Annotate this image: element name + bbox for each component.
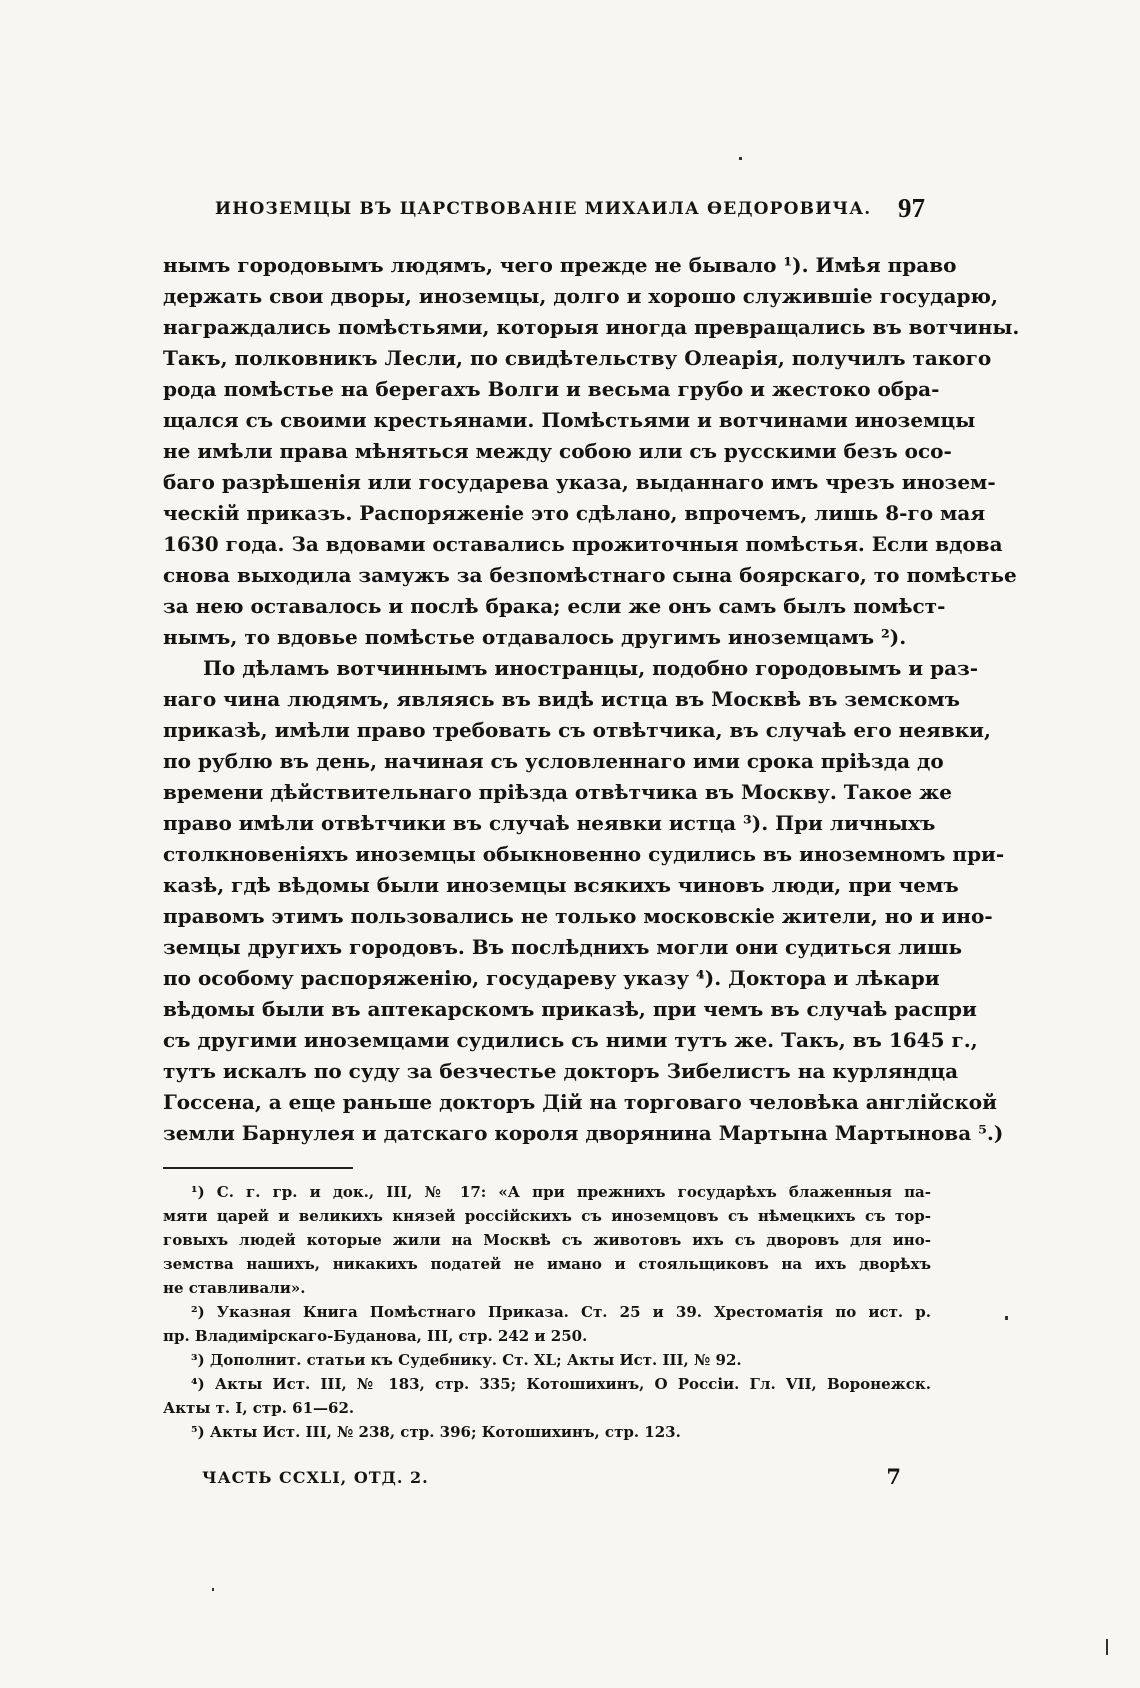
running-header xyxy=(215,193,925,227)
footnote-line: ⁵) Акты Ист. III, № 238, стр. 396; Котошихинъ, стр. 123. xyxy=(191,1423,681,1441)
text-line: ческій приказъ. Распоряженіе это сдѣлано, впрочемъ, лишь 8-го мая xyxy=(163,501,986,525)
text-line: баго разрѣшенія или государева указа, выданнаго имъ чрезъ инозем- xyxy=(163,470,996,494)
footnote-line: пр. Владимірскаго-Буданова, III, стр. 242 и 250. xyxy=(163,1327,588,1345)
text-line: Госсена, а еще раньше докторъ Дій на торговаго человѣка англійской xyxy=(163,1090,997,1114)
text-line: тутъ искалъ по суду за безчестье докторъ Зибелистъ на курляндца xyxy=(163,1059,959,1083)
text-line: времени дѣйствительнаго пріѣзда отвѣтчика въ Москву. Такое же xyxy=(163,780,952,804)
footnote-line: ³) Дополнит. статьи къ Судебнику. Ст. XL; Акты Ист. III, № 92. xyxy=(191,1351,742,1369)
text-line: держать свои дворы, иноземцы, долго и хорошо служившіе государю, xyxy=(163,284,998,308)
scan-speck xyxy=(1005,1316,1008,1320)
text-line: щался съ своими крестьянами. Помѣстьями и вотчинами иноземцы xyxy=(163,408,976,432)
footnote-line: мяти царей и великихъ князей россійскихъ съ иноземцовъ съ нѣмецкихъ съ тор- xyxy=(163,1207,931,1225)
footnote-line: говыхъ людей которые жили на Москвѣ съ животовъ ихъ съ дворовъ для ино- xyxy=(163,1231,931,1249)
text-line: казѣ, гдѣ вѣдомы были иноземцы всякихъ чиновъ люди, при чемъ xyxy=(163,873,959,897)
text-line: земли Барнулея и датскаго короля дворянина Мартына Мартынова ⁵.) xyxy=(163,1121,1004,1145)
footnote-line: ¹) С. г. гр. и док., III, № 17: «А при прежнихъ государѣхъ блаженныя па- xyxy=(191,1183,931,1201)
text-line: не имѣли права мѣняться между собою или съ русскими безъ осо- xyxy=(163,439,952,463)
running-title: ИНОЗЕМЦЫ ВЪ ЦАРСТВОВАНІЕ МИХАИЛА ѲЕДОРОВИЧА. xyxy=(215,199,872,219)
text-line: вѣдомы были въ аптекарскомъ приказѣ, при чемъ въ случаѣ распри xyxy=(163,997,977,1021)
footnote-line: ⁴) Акты Ист. III, № 183, стр. 335; Котошихинъ, О Россіи. Гл. VII, Воронежск. xyxy=(191,1375,931,1393)
scan-speck xyxy=(739,157,742,160)
footnotes xyxy=(163,1180,931,1444)
signature-part: ЧАСТЬ CCXLI, ОТД. 2. xyxy=(202,1468,429,1487)
sheet-number: 7 xyxy=(886,1464,902,1489)
scan-speck xyxy=(212,1588,214,1591)
text-line: нымъ, то вдовье помѣстье отдавалось другимъ иноземцамъ ²). xyxy=(163,625,907,649)
text-line: Такъ, полковникъ Лесли, по свидѣтельству Олеарія, получилъ такого xyxy=(163,346,992,370)
footnote-separator xyxy=(163,1167,353,1169)
text-line: земцы другихъ городовъ. Въ послѣднихъ могли они судиться лишь xyxy=(163,935,963,959)
text-line: По дѣламъ вотчиннымъ иностранцы, подобно городовымъ и раз- xyxy=(203,656,979,680)
text-line: нымъ городовымъ людямъ, чего прежде не бывало ¹). Имѣя право xyxy=(163,253,957,277)
text-line: 1630 года. За вдовами оставались прожиточныя помѣстья. Если вдова xyxy=(163,532,1003,556)
text-line: наго чина людямъ, являясь въ видѣ истца въ Москвѣ въ земскомъ xyxy=(163,687,960,711)
footnote-line: ²) Указная Книга Помѣстнаго Приказа. Ст. 25 и 39. Хрестоматія по ист. р. xyxy=(191,1303,931,1321)
text-line: за нею оставалось и послѣ брака; если же онъ самъ былъ помѣст- xyxy=(163,594,946,618)
text-line: награждались помѣстьями, которыя иногда превращались въ вотчины. xyxy=(163,315,1020,339)
footnote-line: земства нашихъ, никакихъ податей не имано и стояльщиковъ на ихъ дворѣхъ xyxy=(163,1255,931,1273)
page-number: 97 xyxy=(898,193,925,223)
text-line: по рублю въ день, начиная съ условленнаго ими срока пріѣзда до xyxy=(163,749,944,773)
text-line: рода помѣстье на берегахъ Волги и весьма грубо и жестоко обра- xyxy=(163,377,940,401)
footnote-line: не ставливали». xyxy=(163,1279,306,1297)
text-line: правомъ этимъ пользовались не только московскіе жители, но и ино- xyxy=(163,904,993,928)
scan-speck xyxy=(1106,1639,1108,1655)
footnote-line: Акты т. I, стр. 61—62. xyxy=(163,1399,355,1417)
printer-signature xyxy=(202,1464,902,1498)
main-text xyxy=(163,250,1020,1149)
text-line: съ другими иноземцами судились съ ними тутъ же. Такъ, въ 1645 г., xyxy=(163,1028,978,1052)
text-line: право имѣли отвѣтчики въ случаѣ неявки истца ³). При личныхъ xyxy=(163,811,936,835)
text-line: приказѣ, имѣли право требовать съ отвѣтчика, въ случаѣ его неявки, xyxy=(163,718,991,742)
text-line: столкновеніяхъ иноземцы обыкновенно судились въ иноземномъ при- xyxy=(163,842,1005,866)
text-line: по особому распоряженію, государеву указу ⁴). Доктора и лѣкари xyxy=(163,966,940,990)
text-line: снова выходила замужъ за безпомѣстнаго сына боярскаго, то помѣстье xyxy=(163,563,1017,587)
